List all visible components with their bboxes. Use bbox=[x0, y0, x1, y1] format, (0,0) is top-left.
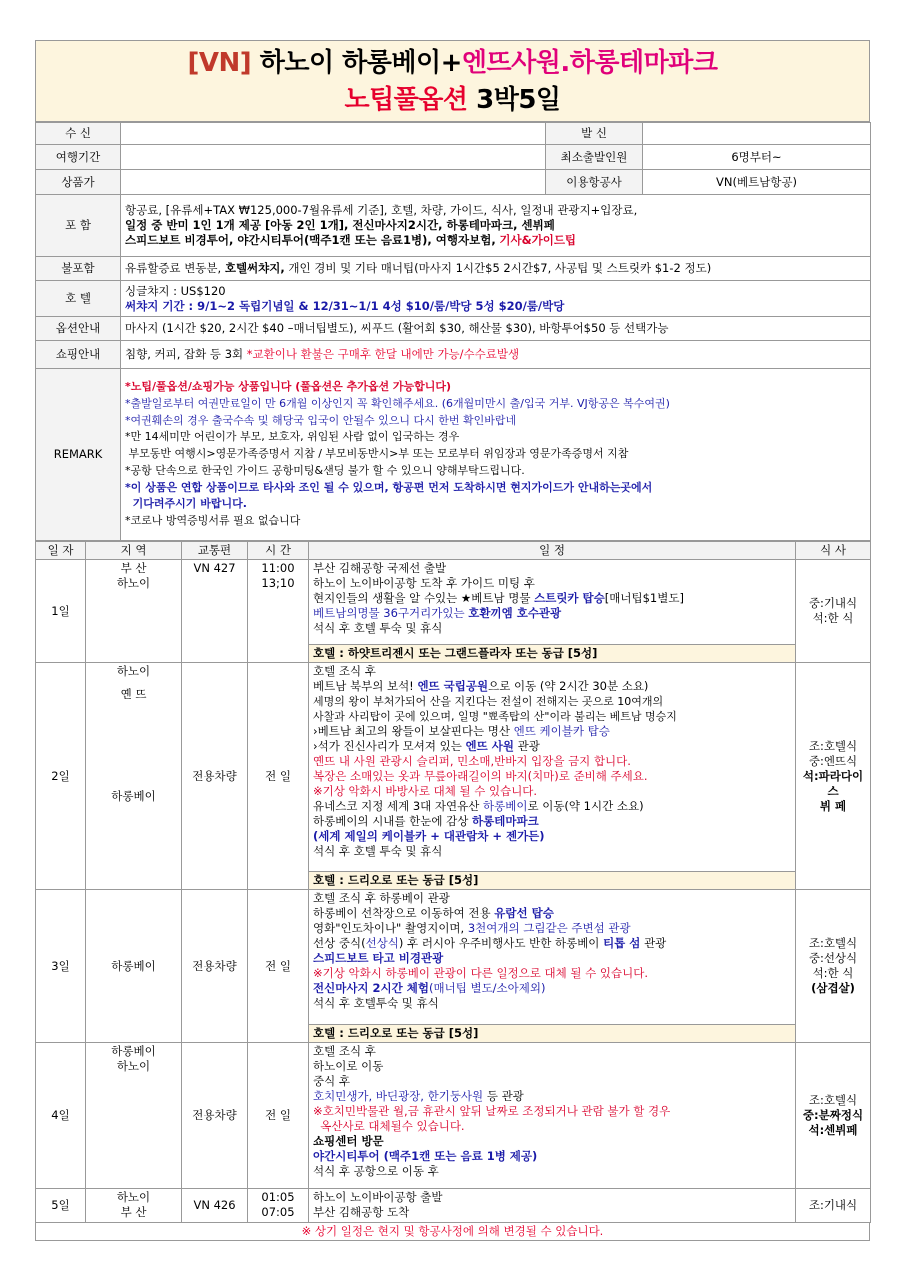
day5-region-2: 부 산 bbox=[120, 1205, 147, 1219]
day5-time bbox=[248, 1189, 309, 1223]
day5-s2: 부산 김해공항 도착 bbox=[313, 1205, 410, 1219]
remark-line: *이 상품은 연합 상품이므로 타사와 조인 될 수 있으며, 항공편 먼저 도착하시면 현지가이드가 안내하는곳에서 bbox=[125, 480, 653, 494]
day3-s4 bbox=[313, 936, 791, 951]
airline-value: VN(베트남항공) bbox=[643, 170, 871, 195]
day2-region-1: 하노이 bbox=[116, 664, 151, 678]
day3-transport: 전용차량 bbox=[182, 890, 248, 1043]
include-line-1: 항공료, [유류세+TAX ₩125,000-7월유류세 기준], 호텔, 차량, 가이드, 식사, 일정내 관광지+입장료, bbox=[125, 203, 638, 217]
day4-s5: ※호치민박물관 월,금 휴관시 앞뒤 날짜로 조정되거나 관람 불가 할 경우 bbox=[313, 1104, 671, 1118]
day3-region: 하롱베이 bbox=[86, 890, 182, 1043]
footer-note: ※ 상기 일정은 현지 및 항공사정에 의해 변경될 수 있습니다. bbox=[35, 1223, 870, 1241]
day2-s10c: 로 이동(약 1시간 소요) bbox=[527, 799, 644, 813]
day2-s6c: 관광 bbox=[517, 739, 540, 753]
min-pax-value: 6명부터~ bbox=[643, 145, 871, 170]
day4-transport: 전용차량 bbox=[182, 1043, 248, 1189]
remark-value bbox=[121, 369, 871, 541]
day3-s2b: 유람선 탑승 bbox=[494, 906, 554, 920]
day2-meal-2: 중:엔뜨식 bbox=[808, 753, 858, 768]
title-line-1 bbox=[36, 41, 869, 83]
day2-s7: 옌뜨 내 사원 관광시 슬리퍼, 민소매,반바지 입장을 금지 합니다. bbox=[313, 754, 631, 768]
day2-time: 전 일 bbox=[248, 663, 309, 890]
exclude-c: 개인 경비 및 기타 매너팁(마사지 1시간$5 2시간$7, 사공팁 및 스트릿카 $1-2 정도) bbox=[288, 261, 712, 275]
day1-meal-1: 중:기내식 bbox=[808, 596, 858, 610]
day2-region bbox=[86, 663, 182, 890]
day4-s1: 호텔 조식 후 bbox=[313, 1044, 376, 1058]
day2-s11a: 하롱베이의 시내를 한눈에 감상 bbox=[313, 814, 469, 828]
day5-time-2: 07:05 bbox=[261, 1205, 295, 1219]
header-day: 일 자 bbox=[36, 542, 86, 560]
remark-line: *여권훼손의 경우 출국수속 및 해당국 입국이 안될수 있으니 다시 한번 확인바랍네 bbox=[125, 413, 517, 427]
day2-s11b: 하롱테마파크 bbox=[472, 814, 539, 828]
day3-s4a: 선상 중식( bbox=[313, 936, 366, 950]
day4-meal-1: 조:호텔식 bbox=[808, 1093, 858, 1107]
day4-s4a: 호치민생가, 바딘광장, 한기둥사원 bbox=[313, 1089, 484, 1103]
day1-s2: 하노이 노이바이공항 도착 후 가이드 미팅 후 bbox=[313, 576, 535, 590]
day4-meals bbox=[796, 1043, 871, 1189]
day1-row bbox=[36, 560, 871, 645]
airline-label: 이용항공사 bbox=[546, 170, 643, 195]
day1-s3 bbox=[313, 591, 791, 606]
remark-line: *출발일로부터 여권만료일이 만 6개월 이상인지 꼭 확인해주세요. (6개월미만시 출/입국 거부. VJ항공은 복수여권) bbox=[125, 396, 670, 410]
recipient-value bbox=[121, 123, 546, 145]
sender-label: 발 신 bbox=[546, 123, 643, 145]
day3-s4c: ) 후 러시아 우주비행사도 반한 하롱베이 bbox=[398, 936, 600, 950]
include-line-3 bbox=[125, 233, 866, 248]
day2-s2a: 베트남 북부의 보석! bbox=[313, 679, 414, 693]
remark-line: 부모동반 여행시>영문가족증명서 지참 / 부모비동반시>부 또는 모로부터 위임장과 영문가족증명서 지참 bbox=[125, 447, 629, 461]
day2-hotel: 호텔 : 드리오로 또는 동급 [5성] bbox=[309, 872, 796, 890]
sender-value bbox=[643, 123, 871, 145]
day4-region bbox=[86, 1043, 182, 1189]
price-label: 상품가 bbox=[36, 170, 121, 195]
include-value bbox=[121, 195, 871, 257]
day2-transport: 전용차량 bbox=[182, 663, 248, 890]
title-prefix: [VN] bbox=[187, 48, 252, 78]
document-title bbox=[35, 40, 870, 122]
day4-s4 bbox=[313, 1089, 791, 1104]
day1-s4b: 호환끼엠 호수관광 bbox=[468, 606, 562, 620]
day5-region-1: 하노이 bbox=[116, 1190, 151, 1204]
day2-s1: 호텔 조식 후 bbox=[313, 664, 376, 678]
day3-meal-2: 중:선상식 bbox=[808, 951, 858, 965]
itinerary-document bbox=[35, 40, 870, 1241]
title-duration: 3박5일 bbox=[476, 85, 561, 115]
day2-meals bbox=[796, 663, 871, 890]
day5-transport: VN 426 bbox=[182, 1189, 248, 1223]
day2-s11 bbox=[313, 814, 791, 829]
day5-day: 5일 bbox=[36, 1189, 86, 1223]
day5-row bbox=[36, 1189, 871, 1223]
shopping-b: *교환이나 환불은 구매후 한달 내에만 가능/수수료발생 bbox=[246, 347, 520, 361]
day3-time: 전 일 bbox=[248, 890, 309, 1043]
day3-s7b: (매너팁 별도/소아제외) bbox=[429, 981, 546, 995]
day3-s4b: 선상식 bbox=[365, 936, 399, 950]
shopping-label: 쇼핑안내 bbox=[36, 341, 121, 369]
title-main: 하노이 하롱베이+ bbox=[259, 48, 462, 78]
day2-s3: 세명의 왕이 부처가되어 산을 지킨다는 전설이 전해지는 곳으로 10여개의 bbox=[313, 695, 664, 708]
exclude-label: 불포함 bbox=[36, 257, 121, 281]
day1-s4 bbox=[313, 606, 791, 621]
day5-schedule bbox=[309, 1189, 796, 1223]
day2-s8: 복장은 소매있는 옷과 무릎아래길이의 바지(치마)로 준비해 주세요. bbox=[313, 769, 648, 783]
day5-region bbox=[86, 1189, 182, 1223]
day2-s10 bbox=[313, 799, 791, 814]
day2-schedule bbox=[309, 663, 796, 872]
header-region: 지 역 bbox=[86, 542, 182, 560]
day4-region-2: 하노이 bbox=[116, 1059, 151, 1073]
day4-day: 4일 bbox=[36, 1043, 86, 1189]
day1-transport: VN 427 bbox=[182, 560, 248, 663]
itinerary-table bbox=[35, 541, 871, 1223]
remark-line: *코로나 방역증빙서류 필요 없습니다 bbox=[125, 514, 301, 528]
day1-time bbox=[248, 560, 309, 663]
day5-s1: 하노이 노이바이공항 출발 bbox=[313, 1190, 443, 1204]
min-pax-label: 최소출발인원 bbox=[546, 145, 643, 170]
hotel-line-1: 싱글챠지 : US$120 bbox=[125, 283, 226, 298]
day1-s3c: [매너팁$1별도] bbox=[604, 591, 684, 605]
exclude-a: 유류할증료 변동분, bbox=[125, 261, 222, 275]
day2-s10a: 유네스코 지정 세계 3대 자연유산 bbox=[313, 799, 480, 813]
day1-s4a: 베트남의명물 36구거리가있는 bbox=[313, 606, 465, 620]
day3-s2a: 하롱베이 선착장으로 이동하여 전용 bbox=[313, 906, 491, 920]
day1-day: 1일 bbox=[36, 560, 86, 663]
title-sub: 엔뜨사원.하롱테마파크 bbox=[461, 48, 718, 78]
hotel-label: 호 텔 bbox=[36, 281, 121, 317]
remark-line: 기다려주시기 바랍니다. bbox=[125, 497, 247, 511]
day2-meal-1: 조:호텔식 bbox=[808, 738, 858, 753]
day2-meal-3: 석:파라다이스 bbox=[802, 768, 864, 798]
header-meals: 식 사 bbox=[796, 542, 871, 560]
day2-s6 bbox=[313, 739, 791, 754]
day3-s3 bbox=[313, 921, 791, 936]
day3-meals bbox=[796, 890, 871, 1043]
option-label: 옵션안내 bbox=[36, 317, 121, 341]
day1-s5: 석식 후 호텔 투숙 및 휴식 bbox=[313, 621, 443, 635]
day4-row bbox=[36, 1043, 871, 1189]
day3-s1: 호텔 조식 후 하롱베이 관광 bbox=[313, 891, 450, 905]
day3-row bbox=[36, 890, 871, 1025]
shopping-value bbox=[121, 341, 871, 369]
day4-s7: 쇼핑센터 방문 bbox=[313, 1134, 384, 1148]
exclude-b: 호텔써챠지, bbox=[224, 261, 285, 275]
remark-line: *만 14세미만 어린이가 부모, 보호자, 위임된 사람 없이 입국하는 경우 bbox=[125, 430, 460, 444]
day1-region bbox=[86, 560, 182, 663]
day2-s10b: 하롱베이 bbox=[483, 799, 528, 813]
day1-region-2: 하노이 bbox=[116, 576, 151, 590]
info-table bbox=[35, 122, 871, 541]
day2-s2 bbox=[313, 679, 791, 694]
remark-line: *공항 단속으로 한국인 가이드 공항미팅&샌딩 불가 할 수 있으니 양해부탁드립니다. bbox=[125, 463, 525, 477]
day3-meal-3: 석:한 식 bbox=[812, 966, 854, 980]
day4-time: 전 일 bbox=[248, 1043, 309, 1189]
day2-meal-4: 뷔 페 bbox=[819, 798, 847, 813]
include-line-2: 일정 중 반미 1인 1개 제공 [아동 2인 1개], 전신마사지2시간, 하롱테마파크, 센뷔페 bbox=[125, 218, 555, 232]
title-line-2 bbox=[36, 83, 869, 117]
day4-s2: 하노이로 이동 bbox=[313, 1059, 384, 1073]
day2-s6b: 엔뜨 사원 bbox=[465, 739, 514, 753]
day2-s13: 석식 후 호텔 투숙 및 휴식 bbox=[313, 844, 443, 858]
exclude-value bbox=[121, 257, 871, 281]
day4-region-1: 하롱베이 bbox=[111, 1044, 156, 1058]
day3-s3b: 3천여개의 그림같은 주변섬 관광 bbox=[467, 921, 631, 935]
day2-s5 bbox=[313, 724, 791, 739]
header-transport: 교통편 bbox=[182, 542, 248, 560]
day4-s9: 석식 후 공항으로 이동 후 bbox=[313, 1164, 439, 1178]
day1-schedule bbox=[309, 560, 796, 645]
header-schedule: 일 정 bbox=[309, 542, 796, 560]
hotel-line-2: 써챠지 기간 : 9/1~2 독립기념일 & 12/31~1/1 4성 $10/룸/박당 5성 $20/룸/박당 bbox=[125, 298, 565, 313]
day2-region-3: 하롱베이 bbox=[111, 789, 156, 803]
day4-schedule bbox=[309, 1043, 796, 1189]
include-label: 포 함 bbox=[36, 195, 121, 257]
day2-region-2: 옌 뜨 bbox=[120, 687, 147, 701]
day3-s4d: 티톱 섬 bbox=[603, 936, 641, 950]
day1-region-1: 부 산 bbox=[120, 561, 147, 575]
day2-row bbox=[36, 663, 871, 872]
recipient-label: 수 신 bbox=[36, 123, 121, 145]
day1-s3a: 현지인들의 생활을 알 수있는 ★베트남 명물 bbox=[313, 591, 531, 605]
day2-s5b: 엔뜨 케이블카 탑승 bbox=[513, 724, 610, 738]
include-tip: 기사&가이드팁 bbox=[499, 233, 577, 247]
day1-meal-2: 석:한 식 bbox=[812, 611, 854, 625]
day4-s6: 옥산사로 대체될수 있습니다. bbox=[313, 1119, 465, 1133]
header-time: 시 간 bbox=[248, 542, 309, 560]
day3-s7 bbox=[313, 981, 791, 996]
day3-s8: 석식 후 호텔투숙 및 휴식 bbox=[313, 996, 439, 1010]
remark-line: *노팁/풀옵션/쇼핑가능 상품입니다 (풀옵션은 추가옵션 가능합니다) bbox=[125, 379, 452, 393]
day3-hotel: 호텔 : 드리오로 또는 동급 [5성] bbox=[309, 1025, 796, 1043]
day3-s4e: 관광 bbox=[644, 936, 667, 950]
day2-s5a: ›베트남 최고의 왕들이 보살핀다는 명산 bbox=[313, 724, 510, 738]
day5-time-1: 01:05 bbox=[261, 1190, 295, 1204]
day1-s1: 부산 김해공항 국제선 출발 bbox=[313, 561, 447, 575]
day4-meal-3: 석:센뷔페 bbox=[808, 1123, 858, 1137]
option-value: 마사지 (1시간 $20, 2시간 $40 –매너팁별도), 씨푸드 (활어회 $30, 해산물 $30), 바항투어$50 등 선택가능 bbox=[121, 317, 871, 341]
day3-s2 bbox=[313, 906, 791, 921]
day2-s4: 사찰과 사리탑이 곳에 있으며, 일명 "뾰족탑의 산"이라 불리는 베트남 명승지 bbox=[313, 710, 677, 723]
day4-s4b: 등 관광 bbox=[486, 1089, 524, 1103]
day1-meals bbox=[796, 560, 871, 663]
day2-day: 2일 bbox=[36, 663, 86, 890]
day3-s3a: 영화"인도차이나" 촬영지이며, bbox=[313, 921, 465, 935]
day3-meal-1: 조:호텔식 bbox=[808, 936, 858, 950]
include-line-3a: 스피드보트 비경투어, 야간시티투어(맥주1캔 또는 음료1병), 여행자보험, bbox=[125, 233, 496, 247]
day1-hotel: 호텔 : 하얏트리젠시 또는 그랜드플라자 또는 동급 [5성] bbox=[309, 645, 796, 663]
day3-schedule bbox=[309, 890, 796, 1025]
shopping-a: 침향, 커피, 잡화 등 3회 bbox=[125, 347, 244, 361]
day4-s8: 야간시티투어 (맥주1캔 또는 음료 1병 제공) bbox=[313, 1149, 538, 1163]
day2-s2b: 엔뜨 국립공원 bbox=[417, 679, 489, 693]
day3-meal-4: (삼겹살) bbox=[811, 981, 855, 995]
period-label: 여행기간 bbox=[36, 145, 121, 170]
hotel-value bbox=[121, 281, 871, 317]
day1-time-1: 11:00 bbox=[261, 561, 295, 575]
day3-s5: 스피드보트 타고 비경관광 bbox=[313, 951, 444, 965]
day4-meal-2: 중:분짜정식 bbox=[802, 1108, 864, 1122]
title-red: 노팁풀옵션 bbox=[344, 85, 468, 115]
day2-s12: (세계 제일의 케이블카 + 대관람차 + 젠가든) bbox=[313, 829, 545, 843]
price-value bbox=[121, 170, 546, 195]
day2-s2c: 으로 이동 (약 2시간 30분 소요) bbox=[488, 679, 649, 693]
day3-day: 3일 bbox=[36, 890, 86, 1043]
remark-label: REMARK bbox=[36, 369, 121, 541]
period-value bbox=[121, 145, 546, 170]
day2-s6a: ›석가 진신사리가 모셔져 있는 bbox=[313, 739, 462, 753]
day3-s6: ※기상 악화시 하롱베이 관광이 다른 일정으로 대체 될 수 있습니다. bbox=[313, 966, 649, 980]
day5-meals: 조:기내식 bbox=[796, 1189, 871, 1223]
day3-s7a: 전신마사지 2시간 체험 bbox=[313, 981, 429, 995]
day1-s3b: 스트릿카 탑승 bbox=[534, 591, 605, 605]
day4-s3: 중식 후 bbox=[313, 1074, 350, 1088]
day1-time-2: 13;10 bbox=[261, 576, 295, 590]
day2-s9: ※기상 악화시 바방사로 대체 될 수 있습니다. bbox=[313, 784, 538, 798]
